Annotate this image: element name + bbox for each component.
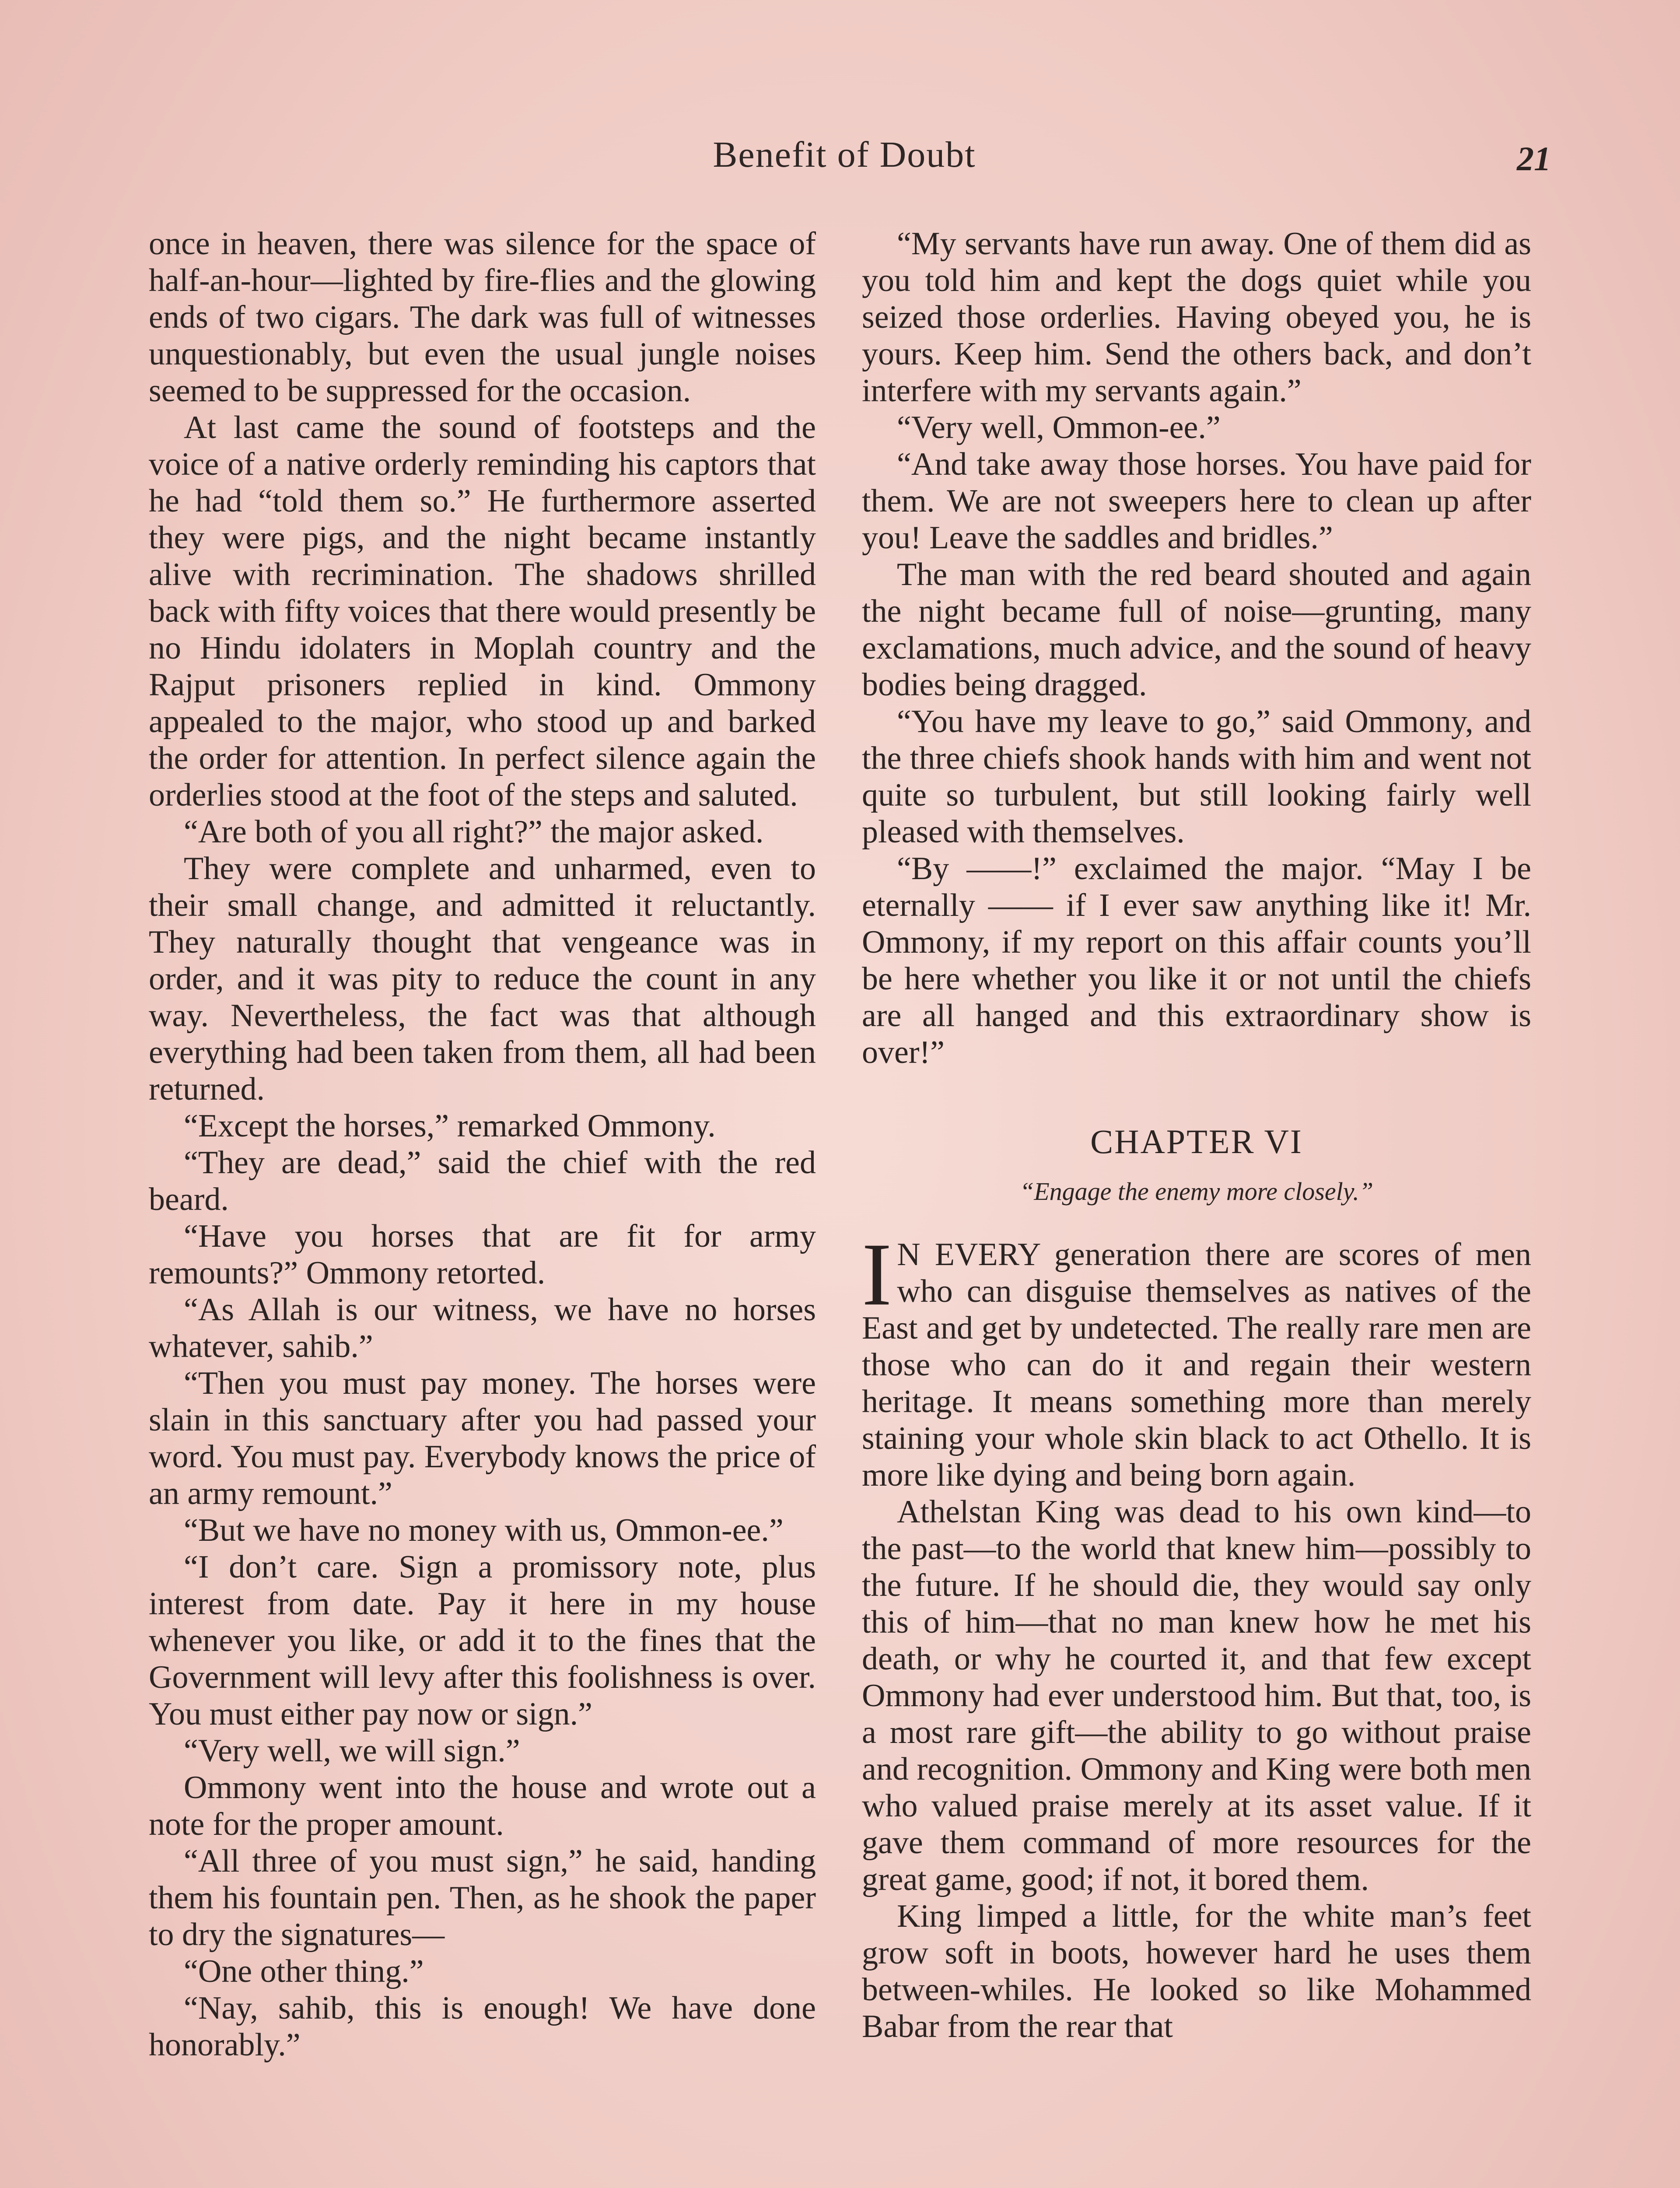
paragraph: once in heaven, there was silence for the space of half-an-hour—lighted by fire-flies and the glowing ends of two cigars. The dark was full of witnesses unquestionably, but even the usual jungle noises seemed to be suppressed for the occasion.	[149, 226, 816, 409]
paragraph: “Then you must pay money. The horses were slain in this sanctuary after you had passed your word. You must pay. Everybody knows the price of an army remount.”	[149, 1365, 816, 1511]
paragraph: Ommony went into the house and wrote out a note for the proper amount.	[149, 1770, 816, 1842]
opening-text: N EVERY generation there are scores of men who can disguise themselves as natives of the East and get by undetected. The really rare men are those who can do it and regain their western heritage. It means something more than merely staining your whole skin black to act Othello. It is more like dying and being born again.	[862, 1237, 1531, 1493]
paragraph: “Very well, we will sign.”	[184, 1733, 520, 1769]
paragraph: “Except the horses,” remarked Ommony.	[184, 1108, 716, 1144]
chapter-heading: CHAPTER VI	[1090, 1122, 1303, 1161]
paragraph: “My servants have run away. One of them did as you told him and kept the dogs quiet while you seized those orderlies. Having obeyed you, he is yours. Keep him. Send the others back, and don’t interfere with my servants again.”	[862, 226, 1531, 409]
right-column	[862, 225, 1531, 2188]
chapter-opening-paragraph	[862, 1225, 1531, 1494]
paragraph: They were complete and unharmed, even to their small change, and admitted it reluctantly. They naturally thought that vengeance was in order, and it was pity to reduce the count in any way. Nevertheless, the fact was that although everything had been taken from them, all had been returned.	[149, 851, 816, 1107]
paragraph: Athelstan King was dead to his own kind—to the past—to the world that knew him—possibly to the future. If he should die, they would say only this of him—that no man knew how he met his death, or why he courted it, and that few except Ommony had ever understood him. But that, too, is a most rare gift—the ability to go without praise and recognition. Ommony and King were both men who valued praise merely at its asset value. If it gave them command of more resources for the great game, good; if not, it bored them.	[862, 1494, 1531, 1897]
paragraph: “They are dead,” said the chief with the red beard.	[149, 1145, 816, 1217]
paragraph: The man with the red beard shouted and again the night became full of noise—grunting, many exclamations, much advice, and the sound of heavy bodies being dragged.	[862, 557, 1531, 703]
paragraph: “Are both of you all right?” the major asked.	[184, 814, 764, 850]
paragraph: “But we have no money with us, Ommon-ee.”	[184, 1512, 784, 1548]
left-column	[149, 225, 816, 2188]
paragraph: At last came the sound of footsteps and the voice of a native orderly reminding his captors that he had “told them so.” He furthermore asserted they were pigs, and the night became instantly alive with recrimination. The shadows shrilled back with fifty voices that there would presently be no Hindu idolaters in Moplah country and the Rajput prisoners replied in kind. Ommony appealed to the major, who stood up and barked the order for attention. In perfect silence again the orderlies stood at the foot of the steps and saluted.	[149, 410, 816, 813]
paragraph: “Have you horses that are fit for army remounts?” Ommony retorted.	[149, 1218, 816, 1291]
drop-cap: I	[862, 1225, 892, 1324]
paragraph: “I don’t care. Sign a promissory note, plus interest from date. Pay it here in my house whenever you like, or add it to the fines that the Government will levy after this foolishness is over. You must either pay now or sign.”	[149, 1549, 816, 1732]
paragraph: “Very well, Ommon-ee.”	[897, 410, 1221, 445]
paragraph: “As Allah is our witness, we have no horses whatever, sahib.”	[149, 1292, 816, 1364]
chapter-epigraph: “Engage the enemy more closely.”	[1019, 1177, 1374, 1206]
paragraph: “One other thing.”	[184, 1953, 424, 1989]
paragraph: “By ——!” exclaimed the major. “May I be eternally —— if I ever saw anything like it! Mr. Ommony, if my report on this affair counts you’ll be here whether you like it or not until the chiefs are all hanged and this extraordinary show is over!”	[862, 851, 1531, 1070]
paragraph: “Nay, sahib, this is enough! We have done honorably.”	[149, 1990, 816, 2063]
paragraph: “All three of you must sign,” he said, handing them his fountain pen. Then, as he shook the paper to dry the signatures—	[149, 1843, 816, 1953]
paragraph: “You have my leave to go,” said Ommony, and the three chiefs shook hands with him and went not quite so turbulent, but still looking fairly well pleased with themselves.	[862, 704, 1531, 850]
paragraph: King limped a little, for the white man’s feet grow soft in boots, however hard he uses them between-whiles. He looked so like Mohammed Babar from the rear that	[862, 1898, 1531, 2044]
paragraph: “And take away those horses. You have paid for them. We are not sweepers here to clean up after you! Leave the saddles and bridles.”	[862, 446, 1531, 556]
page-number: 21	[1517, 140, 1551, 178]
running-title: Benefit of Doubt	[713, 134, 976, 175]
